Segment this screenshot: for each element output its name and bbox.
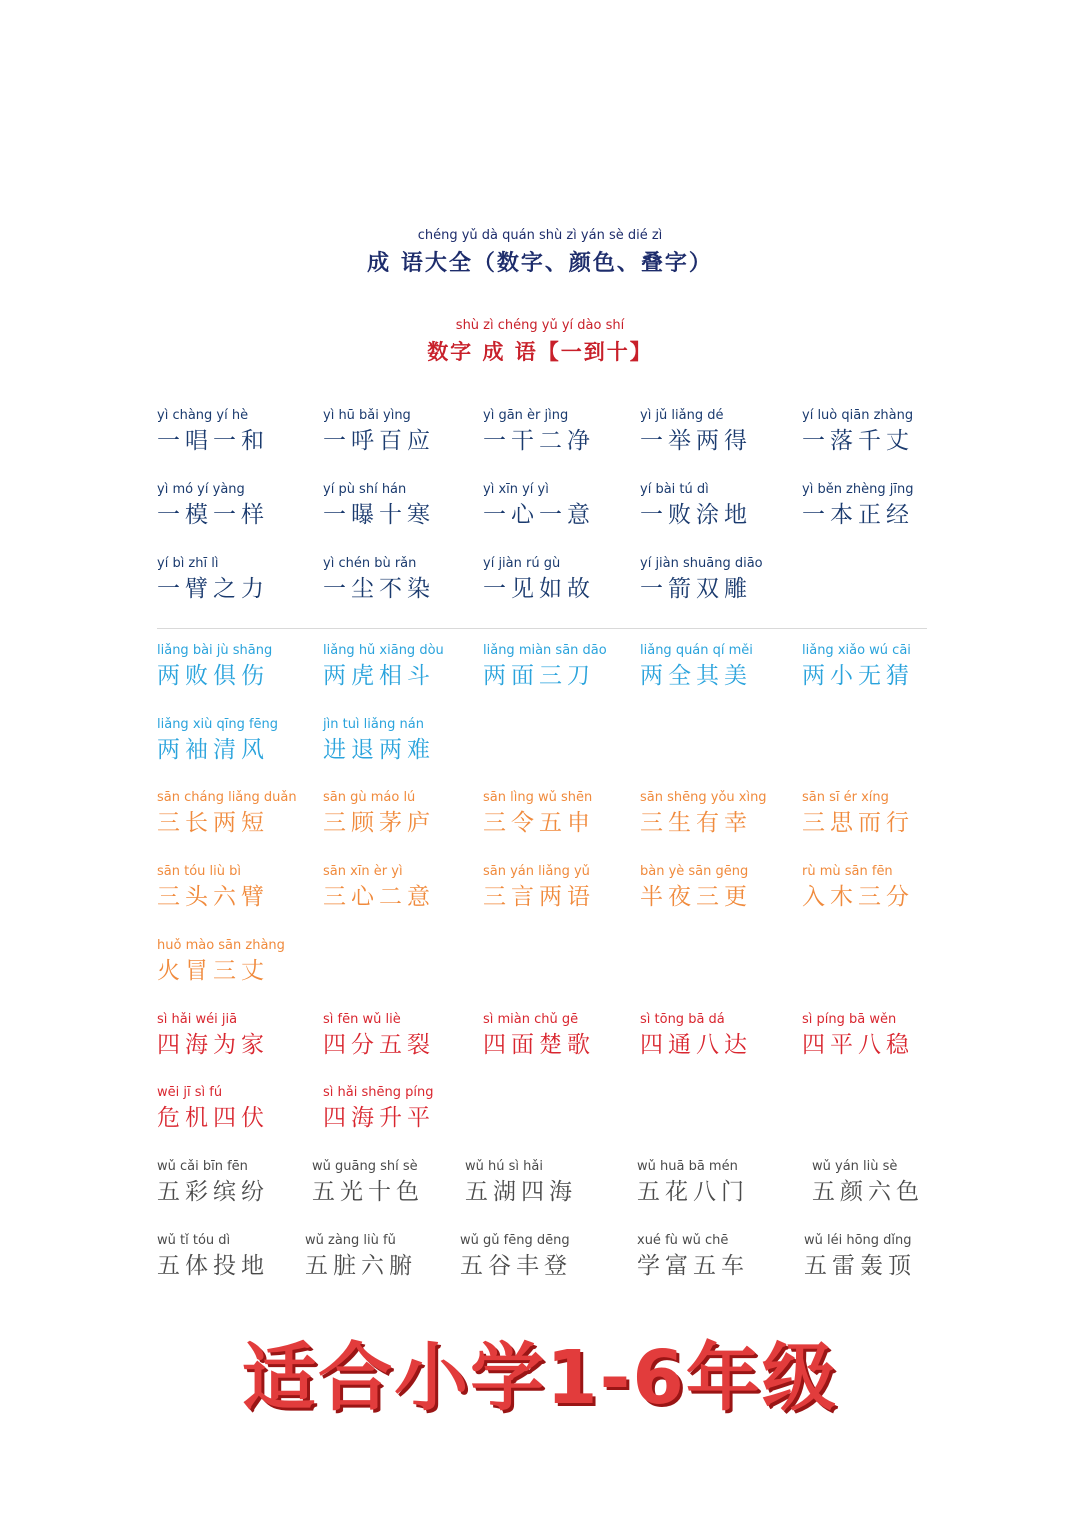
idiom-pinyin: sān cháng liǎng duǎn <box>157 790 297 805</box>
idiom-characters: 一臂之力 <box>157 576 269 602</box>
idiom-item <box>640 1012 815 1060</box>
idiom-item <box>323 643 498 691</box>
idiom-item <box>323 864 498 912</box>
idiom-item <box>483 556 658 604</box>
idiom-item <box>157 1085 332 1133</box>
idiom-pinyin: sān yán liǎng yǔ <box>483 864 590 879</box>
idiom-characters: 一败涂地 <box>640 502 752 528</box>
idiom-characters: 一本正经 <box>802 502 914 528</box>
idiom-item <box>637 1233 812 1281</box>
idiom-characters: 五彩缤纷 <box>157 1179 269 1205</box>
main-title: 成 语大全（数字、颜色、叠字） <box>367 251 713 276</box>
idiom-pinyin: xué fù wǔ chē <box>637 1233 729 1248</box>
idiom-item <box>802 482 977 530</box>
idiom-item <box>483 864 658 912</box>
idiom-characters: 五光十色 <box>312 1179 424 1205</box>
idiom-pinyin: yì mó yí yàng <box>157 482 245 497</box>
idiom-characters: 四面楚歌 <box>483 1032 595 1058</box>
idiom-item <box>323 790 498 838</box>
idiom-item <box>312 1159 487 1207</box>
idiom-pinyin: huǒ mào sān zhàng <box>157 938 285 953</box>
idiom-characters: 进退两难 <box>323 737 435 763</box>
idiom-item <box>640 864 815 912</box>
idiom-pinyin: wǔ yán liù sè <box>812 1159 898 1174</box>
idiom-pinyin: sān sī ér xíng <box>802 790 889 805</box>
idiom-pinyin: yì chàng yí hè <box>157 408 249 423</box>
idiom-pinyin: yí bài tú dì <box>640 482 709 497</box>
idiom-item <box>804 1233 979 1281</box>
idiom-characters: 一举两得 <box>640 428 752 454</box>
idiom-characters: 一干二净 <box>483 428 595 454</box>
main-title-pinyin: chéng yǔ dà quán shù zì yán sè dié zì <box>417 228 663 243</box>
idiom-characters: 五雷轰顶 <box>804 1253 916 1279</box>
idiom-item <box>637 1159 812 1207</box>
idiom-characters: 一心一意 <box>483 502 595 528</box>
idiom-pinyin: wǔ léi hōng dǐng <box>804 1233 912 1248</box>
idiom-item <box>157 1012 332 1060</box>
idiom-item <box>640 556 815 604</box>
idiom-characters: 五脏六腑 <box>305 1253 417 1279</box>
idiom-pinyin: wǔ zàng liù fǔ <box>305 1233 396 1248</box>
idiom-pinyin: yí pù shí hán <box>323 482 407 497</box>
idiom-item <box>802 864 977 912</box>
idiom-item <box>802 1012 977 1060</box>
idiom-pinyin: liǎng hǔ xiāng dòu <box>323 643 444 658</box>
idiom-pinyin: wēi jī sì fú <box>157 1085 223 1100</box>
idiom-pinyin: sān gù máo lú <box>323 790 416 805</box>
idiom-characters: 三生有幸 <box>640 810 752 836</box>
idiom-characters: 一尘不染 <box>323 576 435 602</box>
section-divider <box>157 628 927 629</box>
idiom-characters: 四平八稳 <box>802 1032 914 1058</box>
idiom-characters: 一模一样 <box>157 502 269 528</box>
idiom-item <box>323 1012 498 1060</box>
idiom-pinyin: yí jiàn rú gù <box>483 556 561 571</box>
idiom-item <box>640 408 815 456</box>
idiom-item <box>157 1159 332 1207</box>
idiom-characters: 一落千丈 <box>802 428 914 454</box>
idiom-pinyin: wǔ tǐ tóu dì <box>157 1233 231 1248</box>
idiom-item <box>157 864 332 912</box>
idiom-characters: 五体投地 <box>157 1253 269 1279</box>
idiom-item <box>483 408 658 456</box>
idiom-item <box>323 482 498 530</box>
idiom-pinyin: wǔ huā bā mén <box>637 1159 738 1174</box>
idiom-item <box>802 408 977 456</box>
idiom-characters: 火冒三丈 <box>157 958 269 984</box>
idiom-pinyin: rù mù sān fēn <box>802 864 893 879</box>
idiom-characters: 三顾茅庐 <box>323 810 435 836</box>
idiom-pinyin: sì tōng bā dá <box>640 1012 725 1027</box>
idiom-item <box>460 1233 635 1281</box>
idiom-characters: 两小无猜 <box>802 663 914 689</box>
idiom-pinyin: yì gān èr jìng <box>483 408 569 423</box>
idiom-characters: 两全其美 <box>640 663 752 689</box>
idiom-pinyin: sì píng bā wěn <box>802 1012 897 1027</box>
idiom-pinyin: wǔ hú sì hǎi <box>465 1159 543 1174</box>
idiom-pinyin: yì chén bù rǎn <box>323 556 417 571</box>
idiom-characters: 一唱一和 <box>157 428 269 454</box>
idiom-pinyin: bàn yè sān gēng <box>640 864 749 879</box>
idiom-pinyin: yì xīn yí yì <box>483 482 549 497</box>
idiom-pinyin: wǔ gǔ fēng dēng <box>460 1233 570 1248</box>
idiom-item <box>483 790 658 838</box>
idiom-pinyin: liǎng xiù qīng fēng <box>157 717 279 732</box>
idiom-item <box>157 408 332 456</box>
idiom-item <box>323 556 498 604</box>
idiom-characters: 入木三分 <box>802 884 914 910</box>
idiom-characters: 三头六臂 <box>157 884 269 910</box>
idiom-pinyin: jìn tuì liǎng nán <box>323 717 424 732</box>
idiom-item <box>323 1085 498 1133</box>
idiom-characters: 两败俱伤 <box>157 663 269 689</box>
idiom-pinyin: sì fēn wǔ liè <box>323 1012 401 1027</box>
idiom-pinyin: sì hǎi wéi jiā <box>157 1012 238 1027</box>
idiom-item <box>640 643 815 691</box>
idiom-item <box>812 1159 987 1207</box>
idiom-characters: 三长两短 <box>157 810 269 836</box>
idiom-item <box>157 938 332 986</box>
idiom-item <box>802 790 977 838</box>
idiom-characters: 两虎相斗 <box>323 663 435 689</box>
idiom-pinyin: liǎng quán qí měi <box>640 643 753 658</box>
idiom-pinyin: yì jǔ liǎng dé <box>640 408 724 423</box>
idiom-pinyin: liǎng bài jù shāng <box>157 643 273 658</box>
idiom-characters: 学富五车 <box>637 1253 749 1279</box>
idiom-item <box>323 408 498 456</box>
idiom-pinyin: sān lìng wǔ shēn <box>483 790 593 805</box>
idiom-item <box>157 790 332 838</box>
idiom-characters: 四分五裂 <box>323 1032 435 1058</box>
idiom-item <box>465 1159 640 1207</box>
idiom-characters: 一呼百应 <box>323 428 435 454</box>
idiom-characters: 三思而行 <box>802 810 914 836</box>
idiom-item <box>483 482 658 530</box>
idiom-item <box>640 790 815 838</box>
idiom-pinyin: sān tóu liù bì <box>157 864 241 879</box>
idiom-item <box>305 1233 480 1281</box>
grade-banner: 适合小学1-6年级 <box>242 1335 838 1421</box>
idiom-item <box>157 643 332 691</box>
idiom-pinyin: sì miàn chǔ gē <box>483 1012 579 1027</box>
idiom-characters: 两面三刀 <box>483 663 595 689</box>
idiom-characters: 三言两语 <box>483 884 595 910</box>
idiom-pinyin: liǎng xiǎo wú cāi <box>802 643 911 658</box>
idiom-pinyin: yì běn zhèng jīng <box>802 482 914 497</box>
idiom-pinyin: sān shēng yǒu xìng <box>640 790 767 805</box>
idiom-pinyin: yí jiàn shuāng diāo <box>640 556 763 571</box>
idiom-item <box>802 643 977 691</box>
idiom-item <box>157 556 332 604</box>
idiom-characters: 四海升平 <box>323 1105 435 1131</box>
idiom-pinyin: yì hū bǎi yìng <box>323 408 411 423</box>
section-title: 数字 成 语【一到十】 <box>427 340 653 364</box>
idiom-pinyin: wǔ cǎi bīn fēn <box>157 1159 248 1174</box>
idiom-pinyin: yí luò qiān zhàng <box>802 408 914 423</box>
idiom-item <box>157 482 332 530</box>
idiom-item <box>483 643 658 691</box>
idiom-characters: 四通八达 <box>640 1032 752 1058</box>
idiom-characters: 半夜三更 <box>640 884 752 910</box>
idiom-characters: 一见如故 <box>483 576 595 602</box>
idiom-item <box>640 482 815 530</box>
idiom-characters: 两袖清风 <box>157 737 269 763</box>
idiom-pinyin: wǔ guāng shí sè <box>312 1159 418 1174</box>
idiom-characters: 危机四伏 <box>157 1105 269 1131</box>
idiom-characters: 三令五申 <box>483 810 595 836</box>
idiom-pinyin: sì hǎi shēng píng <box>323 1085 434 1100</box>
idiom-pinyin: sān xīn èr yì <box>323 864 403 879</box>
idiom-item <box>323 717 498 765</box>
idiom-item <box>157 717 332 765</box>
idiom-item <box>483 1012 658 1060</box>
idiom-characters: 五颜六色 <box>812 1179 924 1205</box>
idiom-characters: 五谷丰登 <box>460 1253 572 1279</box>
idiom-pinyin: liǎng miàn sān dāo <box>483 643 607 658</box>
section-title-pinyin: shù zì chéng yǔ yí dào shí <box>455 318 625 333</box>
idiom-characters: 四海为家 <box>157 1032 269 1058</box>
idiom-characters: 五花八门 <box>637 1179 749 1205</box>
idiom-characters: 三心二意 <box>323 884 435 910</box>
idiom-pinyin: yí bì zhī lì <box>157 556 219 571</box>
idiom-characters: 一曝十寒 <box>323 502 435 528</box>
idiom-characters: 五湖四海 <box>465 1179 577 1205</box>
idiom-characters: 一箭双雕 <box>640 576 752 602</box>
